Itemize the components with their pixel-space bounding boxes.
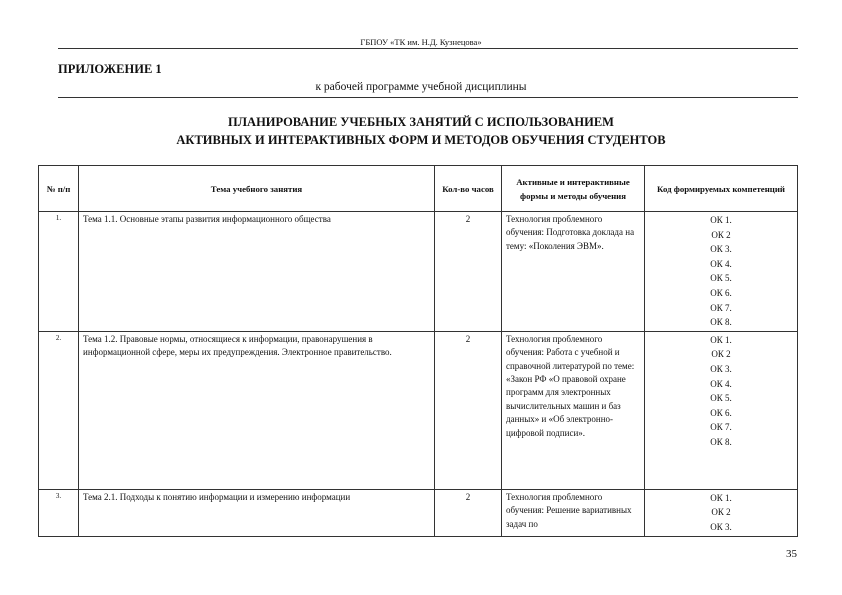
document-title-line-1: ПЛАНИРОВАНИЕ УЧЕБНЫХ ЗАНЯТИЙ С ИСПОЛЬЗОВАНИЕМ (228, 115, 614, 129)
competency-code: ОК 7. (710, 422, 732, 433)
appendix-title: ПРИЛОЖЕНИЕ 1 (58, 62, 162, 76)
page-number: 35 (786, 548, 797, 560)
table-row (39, 212, 798, 332)
row-methods: Технология проблемного обучения: Работа с учебной и справочной литературой по теме: «Закон РФ «О правовой охране программ для электронных вычислительных машин и баз данных» и «Об электронно-цифровой подписи». (502, 331, 645, 489)
competency-code: ОК 7. (710, 302, 732, 313)
row-hours: 2 (435, 331, 502, 489)
competency-code: ОК 5. (710, 273, 732, 284)
competency-code: ОК 8. (710, 317, 732, 328)
competency-code: ОК 4. (710, 258, 732, 269)
header-topic: Тема учебного занятия (79, 166, 435, 212)
competency-code: ОК 3. (710, 244, 732, 255)
header-competencies: Код формируемых компетенций (645, 166, 798, 212)
row-methods: Технология проблемного обучения: Решение вариативных задач по (502, 489, 645, 536)
competency-code: ОК 5. (710, 393, 732, 404)
competency-code: ОК 3. (710, 363, 732, 374)
competency-code: ОК 1. (710, 215, 732, 225)
row-topic: Тема 1.2. Правовые нормы, относящиеся к информации, правонарушения в информационной сфере, меры их предупреждения. Электронное правительство. (79, 331, 435, 489)
row-competencies (645, 331, 798, 489)
appendix-subtitle: к рабочей программе учебной дисциплины (315, 81, 527, 93)
row-num: 3. (39, 489, 79, 536)
competency-code: ОК 1. (710, 492, 732, 503)
row-num: 1. (39, 212, 79, 332)
header-num: № п/п (39, 166, 79, 212)
document-title-line-2: АКТИВНЫХ И ИНТЕРАКТИВНЫХ ФОРМ И МЕТОДОВ ОБУЧЕНИЯ СТУДЕНТОВ (176, 133, 666, 147)
competency-code: ОК 2 (711, 507, 731, 518)
row-topic: Тема 2.1. Подходы к понятию информации и измерению информации (79, 489, 435, 536)
competency-code: ОК 4. (710, 378, 732, 389)
document-title (0, 113, 842, 149)
header-rule (58, 48, 798, 49)
header-hours: Кол-во часов (435, 166, 502, 212)
table-row (39, 489, 798, 536)
table-header-row (39, 166, 798, 212)
row-hours: 2 (435, 212, 502, 332)
planning-table (38, 165, 798, 537)
running-header: ГБПОУ «ТК им. Н.Д. Кузнецова» (360, 37, 482, 47)
header-methods: Активные и интерактивные формы и методы обучения (502, 166, 645, 212)
row-competencies (645, 489, 798, 536)
competency-code: ОК 6. (710, 287, 732, 298)
row-topic: Тема 1.1. Основные этапы развития информационного общества (79, 212, 435, 332)
row-competencies (645, 212, 798, 332)
competency-code: ОК 8. (710, 436, 732, 447)
appendix-rule (58, 97, 798, 98)
competency-code: ОК 1. (710, 334, 732, 345)
table-row (39, 331, 798, 489)
competency-code: ОК 6. (710, 407, 732, 418)
competency-code: ОК 3. (710, 521, 732, 532)
competency-code: ОК 2 (711, 349, 731, 360)
row-methods: Технология проблемного обучения: Подготовка доклада на тему: «Поколения ЭВМ». (502, 212, 645, 332)
row-num: 2. (39, 331, 79, 489)
row-hours: 2 (435, 489, 502, 536)
competency-code: ОК 2 (711, 229, 731, 240)
